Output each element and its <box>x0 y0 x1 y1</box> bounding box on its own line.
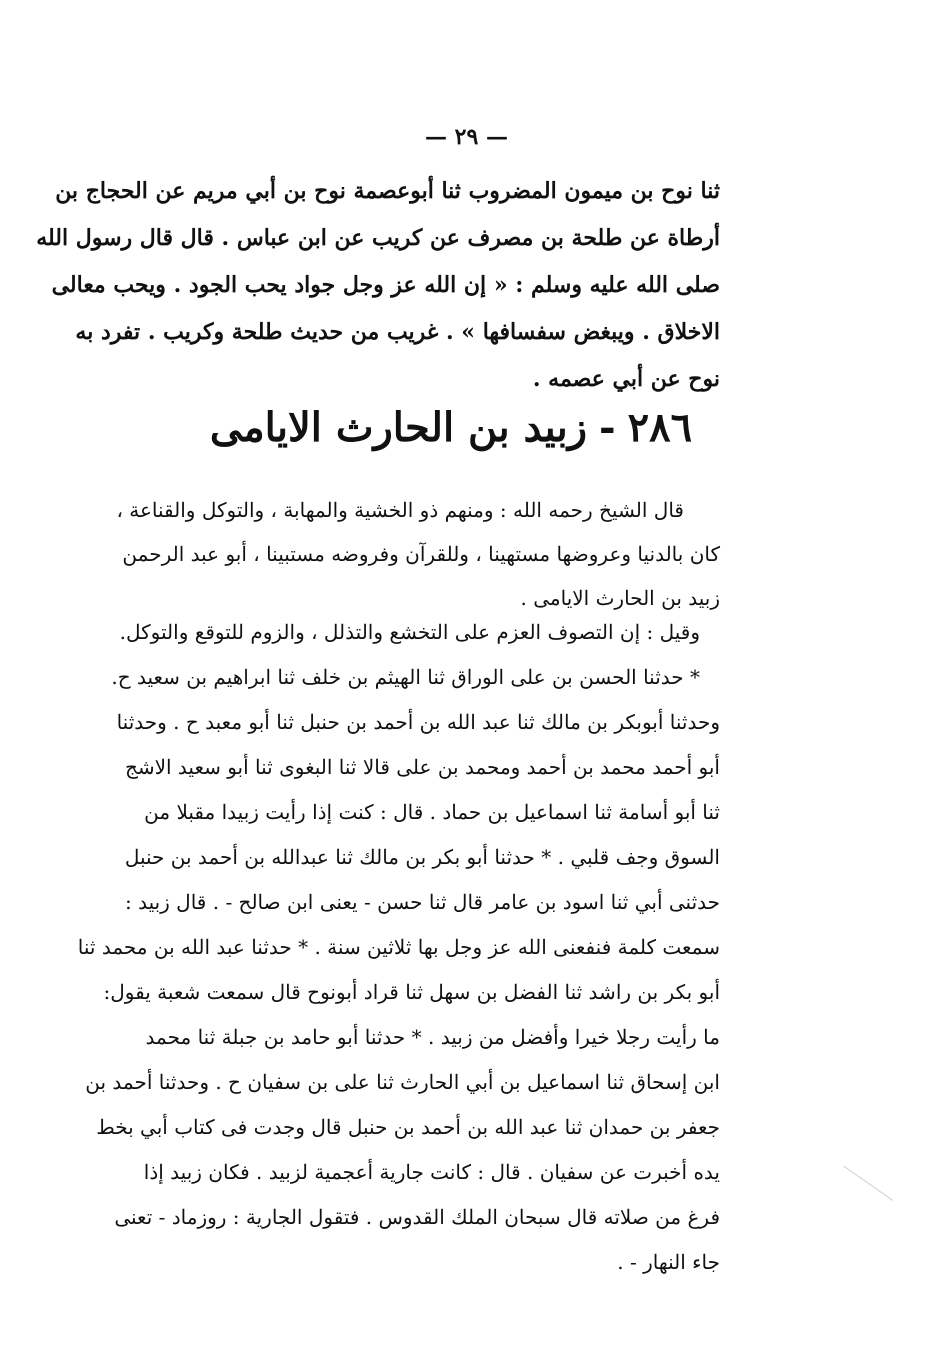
text-line: أرطاة عن طلحة بن مصرف عن كريب عن ابن عباس . قال قال رسول الله <box>36 225 720 251</box>
page-number: — ٢٩ — <box>425 124 508 150</box>
text-line: سمعت كلمة فنفعنى الله عز وجل بها ثلاثين سنة . * حدثنا عبد الله بن محمد ثنا <box>77 935 720 959</box>
text-line: ثنا نوح بن ميمون المضروب ثنا أبوعصمة نوح بن أبي مريم عن الحجاج بن <box>55 178 720 204</box>
text-line: أبو أحمد محمد بن أحمد ومحمد بن على قالا ثنا البغوى ثنا أبو سعيد الاشج <box>124 755 720 779</box>
section-title: زبيد بن الحارث الايامى <box>209 404 588 451</box>
section-dash: - <box>599 404 616 451</box>
text-line: قال الشيخ رحمه الله : ومنهم ذو الخشية والمهابة ، والتوكل والقناعة ، <box>116 498 684 522</box>
text-line: يده أخبرت عن سفيان . قال : كانت جارية أعجمية لزبيد . فكان زبيد إذا <box>143 1160 720 1184</box>
text-line: وحدثنا أبوبكر بن مالك ثنا عبد الله بن أحمد بن حنبل ثنا أبو معبد ح . وحدثنا <box>116 710 720 734</box>
text-line: صلى الله عليه وسلم : « إن الله عز وجل جواد يحب الجود . ويحب معالى <box>51 272 720 298</box>
text-line: * حدثنا الحسن بن على الوراق ثنا الهيثم بن خلف ثنا ابراهيم بن سعيد ح. <box>111 665 700 689</box>
text-line: وقيل : إن التصوف العزم على التخشع والتذلل ، والزوم للتوقع والتوكل. <box>119 620 700 644</box>
text-line: زبيد بن الحارث الايامى . <box>520 586 720 610</box>
intro-paragraph <box>116 488 720 620</box>
text-line: جعفر بن حمدان ثنا عبد الله بن أحمد بن حنبل قال وجدت فى كتاب أبي بخط <box>96 1115 720 1139</box>
text-line: أبو بكر بن راشد ثنا الفضل بن سهل ثنا قراد أبونوح قال سمعت شعبة يقول: <box>103 980 720 1004</box>
text-line: الاخلاق . ويبغض سفسافها » . غريب من حديث طلحة وكريب . تفرد به <box>75 319 720 345</box>
page-fold-mark <box>820 1166 893 1234</box>
text-line: نوح عن أبي عصمه . <box>532 366 720 392</box>
text-line: ما رأيت رجلا خيرا وأفضل من زبيد . * حدثنا أبو حامد بن جبلة ثنا محمد <box>145 1025 720 1049</box>
text-line: فرغ من صلاته قال سبحان الملك القدوس . فتقول الجارية : روزماد - تعنى <box>114 1205 720 1229</box>
text-line: جاء النهار - . <box>617 1250 720 1274</box>
text-line: حدثنى أبي ثنا اسود بن عامر قال ثنا حسن - يعنى ابن صالح - . قال زبيد : <box>124 890 720 914</box>
body-paragraph <box>77 610 720 1285</box>
continuation-paragraph <box>36 168 720 403</box>
text-line: ابن إسحاق ثنا اسماعيل بن أبي الحارث ثنا على بن سفيان ح . وحدثنا أحمد بن <box>85 1070 720 1094</box>
text-line: ثنا أبو أسامة ثنا اسماعيل بن حماد . قال : كنت إذا رأيت زبيدا مقبلا من <box>144 800 720 824</box>
text-line: السوق وجف قلبي . * حدثنا أبو بكر بن مالك ثنا عبدالله بن أحمد بن حنبل <box>124 845 720 869</box>
section-heading <box>182 398 720 458</box>
section-number: ٢٨٦ <box>627 404 693 451</box>
text-line: كان بالدنيا وعروضها مستهينا ، وللقرآن وفروضه مستبينا ، أبو عبد الرحمن <box>122 542 720 566</box>
